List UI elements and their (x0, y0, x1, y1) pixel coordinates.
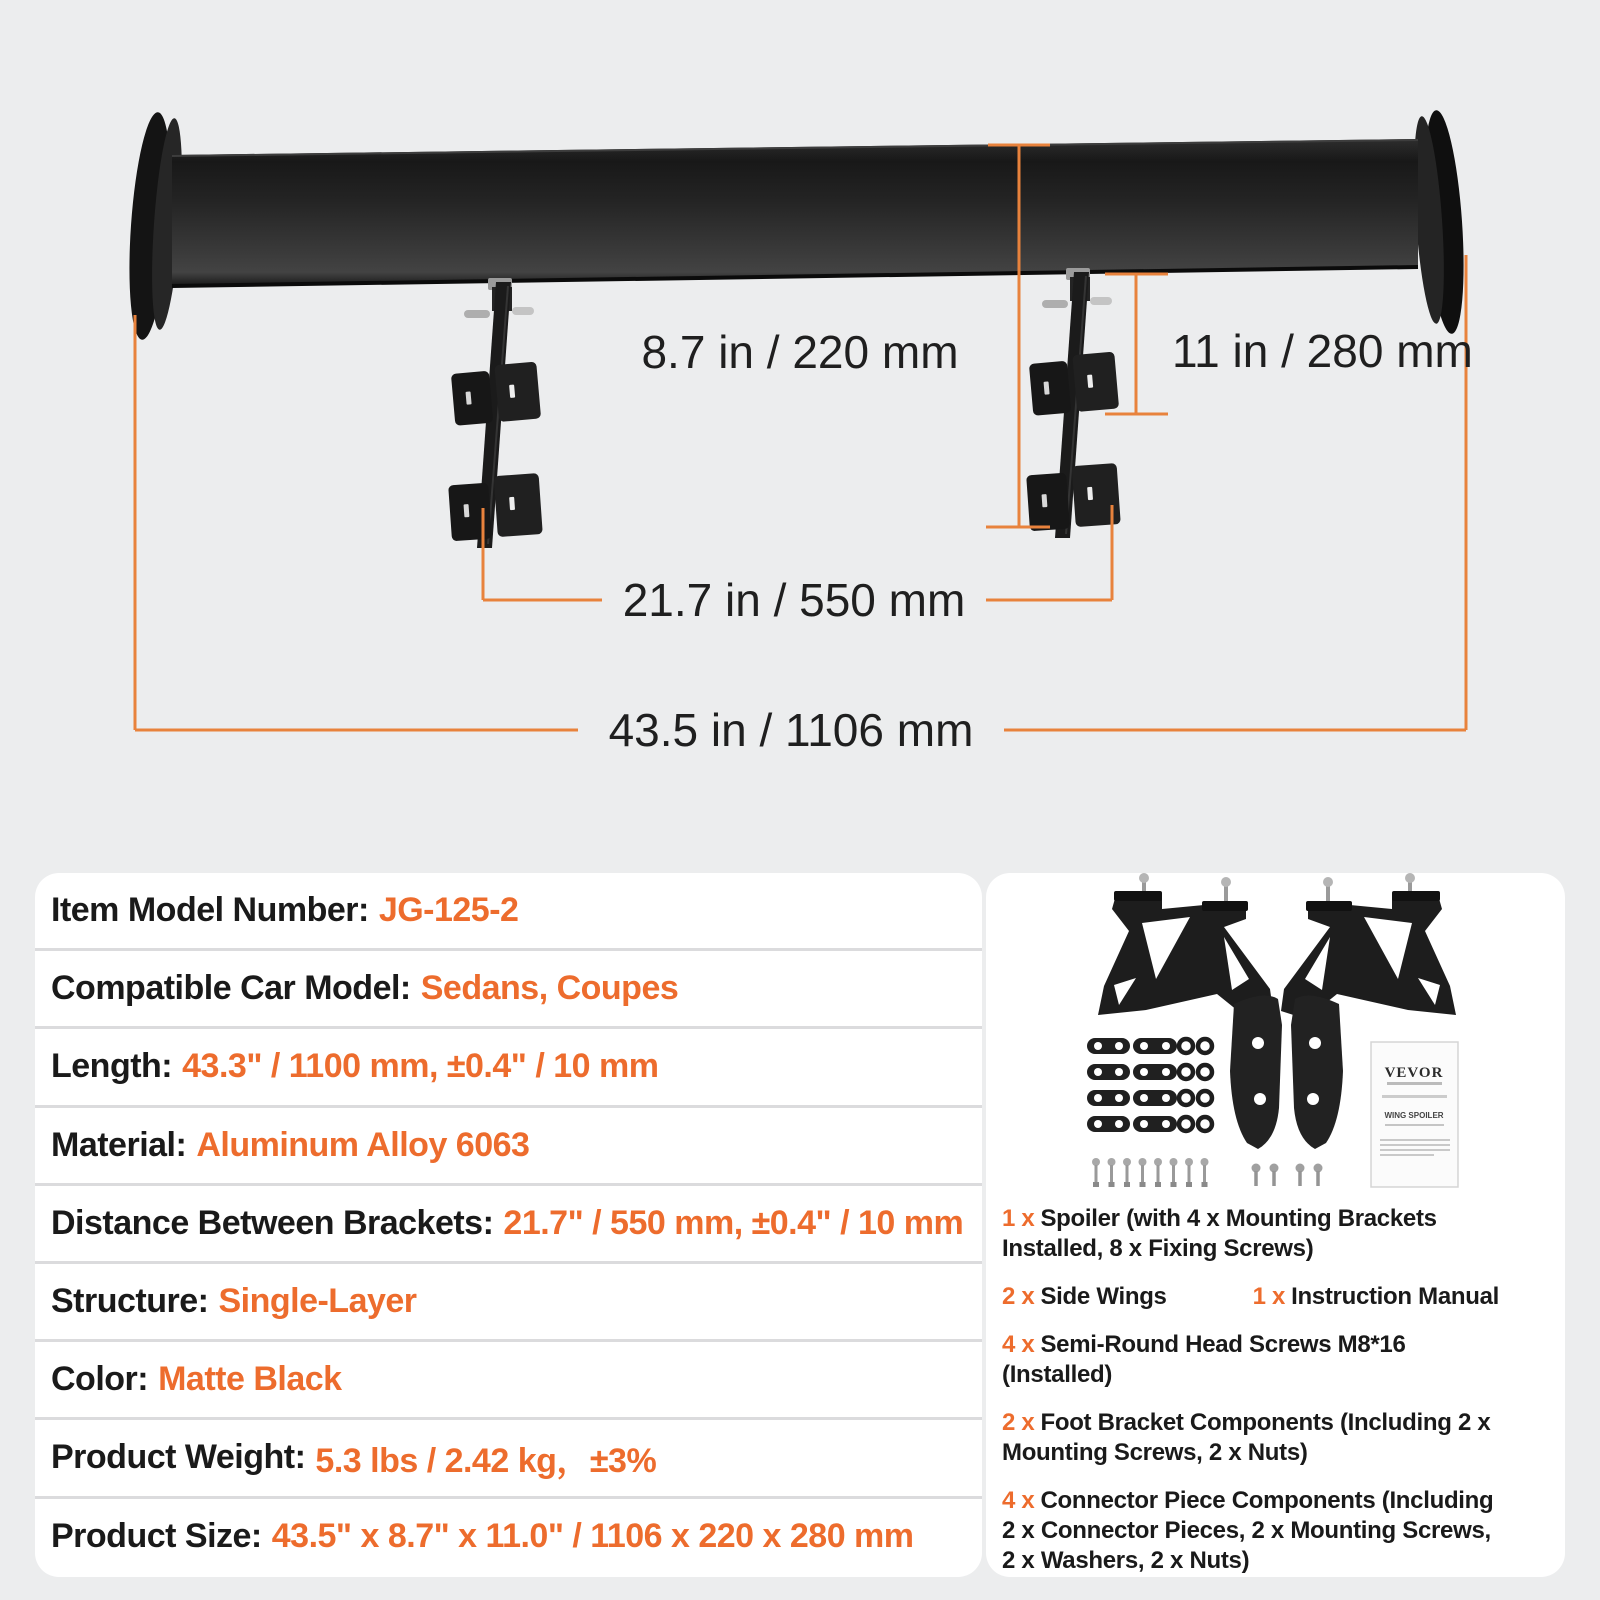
package-qty: 1 x (1252, 1283, 1286, 1310)
spec-row-color (35, 1342, 982, 1420)
dimension-label-chord: 8.7 in / 220 mm (641, 326, 959, 378)
package-text: Spoiler (with 4 x Mounting Brackets Installed, 8 x Fixing Screws) (1002, 1205, 1437, 1262)
fixing-screws-image (1092, 1158, 1323, 1187)
spec-row-weight (35, 1420, 982, 1498)
spec-row-model (35, 873, 982, 951)
spec-row-material (35, 1108, 982, 1186)
spec-row-structure (35, 1264, 982, 1342)
spec-label: Structure: (51, 1282, 209, 1321)
spoiler-wing (172, 139, 1418, 287)
instruction-manual-image (1371, 1042, 1458, 1187)
mounting-bracket-right (1026, 268, 1121, 538)
mounting-bracket-left (448, 278, 543, 548)
spec-label: Material: (51, 1125, 187, 1164)
package-photo (986, 873, 1565, 1218)
bracket-left-image (1098, 873, 1273, 1019)
spec-row-length (35, 1029, 982, 1107)
spec-value: Aluminum Alloy 6063 (196, 1125, 530, 1164)
spec-row-bracket-distance (35, 1186, 982, 1264)
spec-value: 21.7" / 550 mm, ±0.4" / 10 mm (503, 1203, 964, 1242)
package-qty: 1 x (1002, 1205, 1035, 1232)
side-wing-left-image (1230, 995, 1282, 1149)
spec-label: Product Weight: (51, 1438, 306, 1477)
spec-table-card (35, 873, 982, 1577)
dimension-label-bracket-distance: 21.7 in / 550 mm (622, 574, 966, 626)
package-qty: 4 x (1002, 1331, 1035, 1358)
package-qty: 2 x (1002, 1409, 1035, 1436)
package-text: Semi-Round Head Screws M8*16 (Installed) (1002, 1331, 1406, 1388)
spec-label: Item Model Number: (51, 891, 369, 930)
spec-label: Product Size: (51, 1516, 262, 1555)
package-text: Side Wings (1040, 1283, 1167, 1310)
spec-value: Matte Black (158, 1360, 342, 1399)
package-item-head-screws (1002, 1330, 1507, 1390)
package-item-spoiler (1002, 1204, 1507, 1264)
package-qty: 4 x (1002, 1487, 1035, 1514)
package-text: Connector Piece Components (Including 2 x Connector Pieces, 2 x Mounting Screws, 2 x Washers, 2 x Nuts) (1002, 1487, 1494, 1574)
spec-value: Sedans, Coupes (420, 969, 679, 1008)
spec-value: JG-125-2 (378, 891, 519, 930)
package-text: Foot Bracket Components (Including 2 x Mounting Screws, 2 x Nuts) (1002, 1409, 1491, 1466)
package-text: Instruction Manual (1291, 1283, 1500, 1310)
spec-label: Distance Between Brackets: (51, 1203, 494, 1242)
connector-plates-and-washers (1087, 1038, 1212, 1132)
spec-label: Length: (51, 1047, 173, 1086)
spec-value: 5.3 lbs / 2.42 kg，±3% (315, 1442, 657, 1481)
dimension-label-total-length: 43.5 in / 1106 mm (608, 704, 974, 756)
spec-value: 43.3" / 1100 mm, ±0.4" / 10 mm (182, 1047, 659, 1086)
package-item-connector-pieces (1002, 1486, 1507, 1576)
dimension-label-bracket-height: 11 in / 280 mm (1172, 325, 1473, 377)
side-wing-right-image (1291, 995, 1343, 1149)
package-qty: 2 x (1002, 1283, 1035, 1310)
spec-label: Color: (51, 1360, 149, 1399)
manual-brand-text: VEVOR (1384, 1065, 1444, 1081)
spec-label: Compatible Car Model: (51, 969, 411, 1008)
manual-title-text: WING SPOILER (1384, 1111, 1444, 1120)
spec-row-car-model (35, 951, 982, 1029)
spec-value: Single-Layer (218, 1282, 417, 1321)
package-item-side-wings-manual (1002, 1282, 1507, 1312)
package-list (1002, 1204, 1507, 1577)
package-item-foot-brackets (1002, 1408, 1507, 1468)
spec-row-size (35, 1499, 982, 1574)
spec-value: 43.5" x 8.7" x 11.0" / 1106 x 220 x 280 mm (271, 1516, 914, 1555)
package-content-card (986, 873, 1565, 1577)
